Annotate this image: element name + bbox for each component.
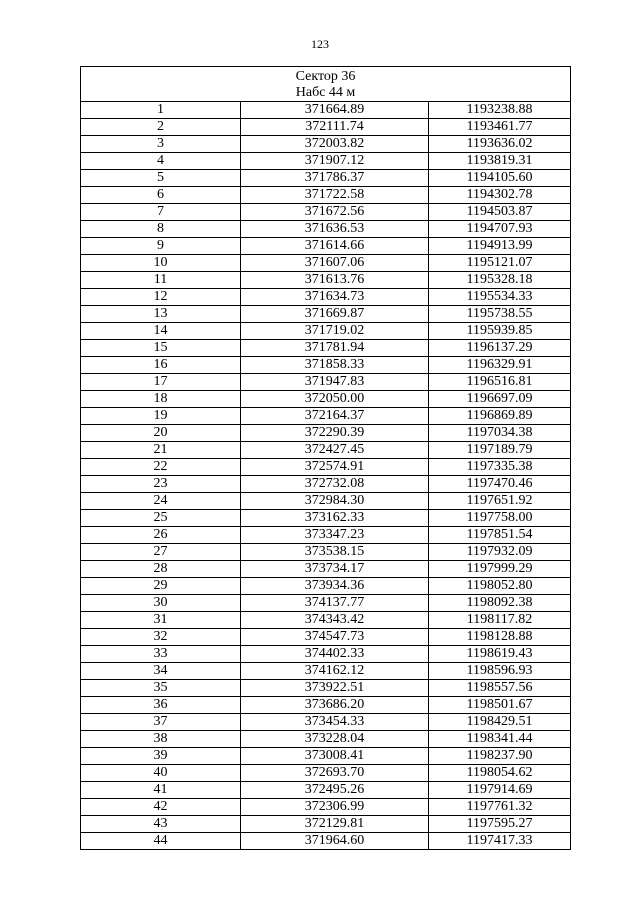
table-row	[81, 595, 571, 612]
x-coordinate-cell: 373162.33	[241, 510, 429, 527]
point-number-cell: 10	[81, 255, 241, 272]
table-header-cell	[81, 67, 571, 102]
point-number-cell: 19	[81, 408, 241, 425]
x-coordinate-cell: 372732.08	[241, 476, 429, 493]
table-row	[81, 153, 571, 170]
table-row	[81, 187, 571, 204]
point-number-cell: 3	[81, 136, 241, 153]
table-row	[81, 357, 571, 374]
table-row	[81, 476, 571, 493]
point-number-cell: 1	[81, 102, 241, 119]
point-number-cell: 38	[81, 731, 241, 748]
point-number-cell: 26	[81, 527, 241, 544]
point-number-cell: 33	[81, 646, 241, 663]
x-coordinate-cell: 372306.99	[241, 799, 429, 816]
point-number-cell: 36	[81, 697, 241, 714]
x-coordinate-cell: 373734.17	[241, 561, 429, 578]
y-coordinate-cell: 1198054.62	[429, 765, 571, 782]
y-coordinate-cell: 1197851.54	[429, 527, 571, 544]
point-number-cell: 20	[81, 425, 241, 442]
y-coordinate-cell: 1198429.51	[429, 714, 571, 731]
point-number-cell: 9	[81, 238, 241, 255]
table-row	[81, 561, 571, 578]
table-row	[81, 255, 571, 272]
table-row	[81, 340, 571, 357]
y-coordinate-cell: 1197034.38	[429, 425, 571, 442]
table-header-row	[81, 67, 571, 102]
sector-title: Сектор 36	[295, 68, 356, 84]
point-number-cell: 34	[81, 663, 241, 680]
point-number-cell: 22	[81, 459, 241, 476]
y-coordinate-cell: 1196516.81	[429, 374, 571, 391]
point-number-cell: 15	[81, 340, 241, 357]
point-number-cell: 42	[81, 799, 241, 816]
y-coordinate-cell: 1194707.93	[429, 221, 571, 238]
table-row	[81, 731, 571, 748]
x-coordinate-cell: 371614.66	[241, 238, 429, 255]
y-coordinate-cell: 1198596.93	[429, 663, 571, 680]
y-coordinate-cell: 1196697.09	[429, 391, 571, 408]
point-number-cell: 16	[81, 357, 241, 374]
x-coordinate-cell: 371613.76	[241, 272, 429, 289]
point-number-cell: 6	[81, 187, 241, 204]
y-coordinate-cell: 1198117.82	[429, 612, 571, 629]
table-row	[81, 782, 571, 799]
point-number-cell: 7	[81, 204, 241, 221]
point-number-cell: 31	[81, 612, 241, 629]
coordinates-table	[80, 66, 571, 850]
y-coordinate-cell: 1198052.80	[429, 578, 571, 595]
point-number-cell: 40	[81, 765, 241, 782]
y-coordinate-cell: 1194913.99	[429, 238, 571, 255]
table-row	[81, 544, 571, 561]
x-coordinate-cell: 371719.02	[241, 323, 429, 340]
point-number-cell: 2	[81, 119, 241, 136]
x-coordinate-cell: 373008.41	[241, 748, 429, 765]
x-coordinate-cell: 371672.56	[241, 204, 429, 221]
table-row	[81, 425, 571, 442]
y-coordinate-cell: 1198557.56	[429, 680, 571, 697]
y-coordinate-cell: 1197417.33	[429, 833, 571, 850]
table-row	[81, 306, 571, 323]
point-number-cell: 39	[81, 748, 241, 765]
y-coordinate-cell: 1197335.38	[429, 459, 571, 476]
point-number-cell: 44	[81, 833, 241, 850]
x-coordinate-cell: 373922.51	[241, 680, 429, 697]
y-coordinate-cell: 1198237.90	[429, 748, 571, 765]
y-coordinate-cell: 1197595.27	[429, 816, 571, 833]
y-coordinate-cell: 1195121.07	[429, 255, 571, 272]
x-coordinate-cell: 372984.30	[241, 493, 429, 510]
x-coordinate-cell: 373347.23	[241, 527, 429, 544]
table-row	[81, 714, 571, 731]
y-coordinate-cell: 1197761.32	[429, 799, 571, 816]
y-coordinate-cell: 1197999.29	[429, 561, 571, 578]
sector-height: Набс 44 м	[295, 84, 356, 100]
x-coordinate-cell: 372129.81	[241, 816, 429, 833]
y-coordinate-cell: 1198128.88	[429, 629, 571, 646]
y-coordinate-cell: 1195738.55	[429, 306, 571, 323]
y-coordinate-cell: 1197932.09	[429, 544, 571, 561]
x-coordinate-cell: 374547.73	[241, 629, 429, 646]
table-row	[81, 323, 571, 340]
x-coordinate-cell: 371636.53	[241, 221, 429, 238]
x-coordinate-cell: 371907.12	[241, 153, 429, 170]
table-row	[81, 204, 571, 221]
point-number-cell: 18	[81, 391, 241, 408]
x-coordinate-cell: 373454.33	[241, 714, 429, 731]
y-coordinate-cell: 1196329.91	[429, 357, 571, 374]
table-row	[81, 238, 571, 255]
y-coordinate-cell: 1198501.67	[429, 697, 571, 714]
table-row	[81, 289, 571, 306]
point-number-cell: 23	[81, 476, 241, 493]
x-coordinate-cell: 373228.04	[241, 731, 429, 748]
table-row	[81, 697, 571, 714]
point-number-cell: 28	[81, 561, 241, 578]
table-row	[81, 833, 571, 850]
page-number: 123	[311, 37, 329, 51]
table-row	[81, 442, 571, 459]
x-coordinate-cell: 373686.20	[241, 697, 429, 714]
table-row	[81, 493, 571, 510]
x-coordinate-cell: 372693.70	[241, 765, 429, 782]
point-number-cell: 14	[81, 323, 241, 340]
x-coordinate-cell: 372290.39	[241, 425, 429, 442]
y-coordinate-cell: 1195534.33	[429, 289, 571, 306]
y-coordinate-cell: 1197758.00	[429, 510, 571, 527]
x-coordinate-cell: 372111.74	[241, 119, 429, 136]
y-coordinate-cell: 1194105.60	[429, 170, 571, 187]
point-number-cell: 35	[81, 680, 241, 697]
x-coordinate-cell: 374137.77	[241, 595, 429, 612]
table-row	[81, 663, 571, 680]
point-number-cell: 37	[81, 714, 241, 731]
y-coordinate-cell: 1198619.43	[429, 646, 571, 663]
x-coordinate-cell: 371664.89	[241, 102, 429, 119]
coordinates-table-body	[81, 67, 571, 850]
x-coordinate-cell: 371669.87	[241, 306, 429, 323]
point-number-cell: 13	[81, 306, 241, 323]
point-number-cell: 29	[81, 578, 241, 595]
x-coordinate-cell: 373538.15	[241, 544, 429, 561]
point-number-cell: 27	[81, 544, 241, 561]
point-number-cell: 24	[81, 493, 241, 510]
y-coordinate-cell: 1194302.78	[429, 187, 571, 204]
table-row	[81, 748, 571, 765]
x-coordinate-cell: 371858.33	[241, 357, 429, 374]
x-coordinate-cell: 372003.82	[241, 136, 429, 153]
point-number-cell: 17	[81, 374, 241, 391]
y-coordinate-cell: 1194503.87	[429, 204, 571, 221]
y-coordinate-cell: 1197470.46	[429, 476, 571, 493]
table-row	[81, 459, 571, 476]
table-row	[81, 816, 571, 833]
y-coordinate-cell: 1193819.31	[429, 153, 571, 170]
table-row	[81, 765, 571, 782]
point-number-cell: 21	[81, 442, 241, 459]
point-number-cell: 43	[81, 816, 241, 833]
x-coordinate-cell: 372164.37	[241, 408, 429, 425]
x-coordinate-cell: 371786.37	[241, 170, 429, 187]
table-row	[81, 527, 571, 544]
table-row	[81, 408, 571, 425]
table-row	[81, 221, 571, 238]
y-coordinate-cell: 1195939.85	[429, 323, 571, 340]
y-coordinate-cell: 1195328.18	[429, 272, 571, 289]
table-row	[81, 102, 571, 119]
table-row	[81, 272, 571, 289]
y-coordinate-cell: 1197651.92	[429, 493, 571, 510]
y-coordinate-cell: 1197189.79	[429, 442, 571, 459]
x-coordinate-cell: 372495.26	[241, 782, 429, 799]
table-row	[81, 646, 571, 663]
point-number-cell: 41	[81, 782, 241, 799]
point-number-cell: 25	[81, 510, 241, 527]
table-row	[81, 612, 571, 629]
y-coordinate-cell: 1198092.38	[429, 595, 571, 612]
x-coordinate-cell: 371947.83	[241, 374, 429, 391]
point-number-cell: 12	[81, 289, 241, 306]
x-coordinate-cell: 374402.33	[241, 646, 429, 663]
table-row	[81, 136, 571, 153]
point-number-cell: 5	[81, 170, 241, 187]
table-row	[81, 680, 571, 697]
point-number-cell: 4	[81, 153, 241, 170]
x-coordinate-cell: 374343.42	[241, 612, 429, 629]
point-number-cell: 30	[81, 595, 241, 612]
x-coordinate-cell: 371607.06	[241, 255, 429, 272]
x-coordinate-cell: 372050.00	[241, 391, 429, 408]
table-row	[81, 578, 571, 595]
x-coordinate-cell: 371722.58	[241, 187, 429, 204]
table-row	[81, 119, 571, 136]
point-number-cell: 32	[81, 629, 241, 646]
table-row	[81, 629, 571, 646]
y-coordinate-cell: 1196869.89	[429, 408, 571, 425]
y-coordinate-cell: 1193238.88	[429, 102, 571, 119]
y-coordinate-cell: 1193461.77	[429, 119, 571, 136]
table-row	[81, 799, 571, 816]
x-coordinate-cell: 371634.73	[241, 289, 429, 306]
point-number-cell: 8	[81, 221, 241, 238]
table-row	[81, 391, 571, 408]
y-coordinate-cell: 1197914.69	[429, 782, 571, 799]
table-row	[81, 170, 571, 187]
table-row	[81, 374, 571, 391]
y-coordinate-cell: 1198341.44	[429, 731, 571, 748]
x-coordinate-cell: 372427.45	[241, 442, 429, 459]
x-coordinate-cell: 372574.91	[241, 459, 429, 476]
x-coordinate-cell: 371781.94	[241, 340, 429, 357]
table-row	[81, 510, 571, 527]
x-coordinate-cell: 371964.60	[241, 833, 429, 850]
x-coordinate-cell: 373934.36	[241, 578, 429, 595]
y-coordinate-cell: 1196137.29	[429, 340, 571, 357]
x-coordinate-cell: 374162.12	[241, 663, 429, 680]
point-number-cell: 11	[81, 272, 241, 289]
y-coordinate-cell: 1193636.02	[429, 136, 571, 153]
